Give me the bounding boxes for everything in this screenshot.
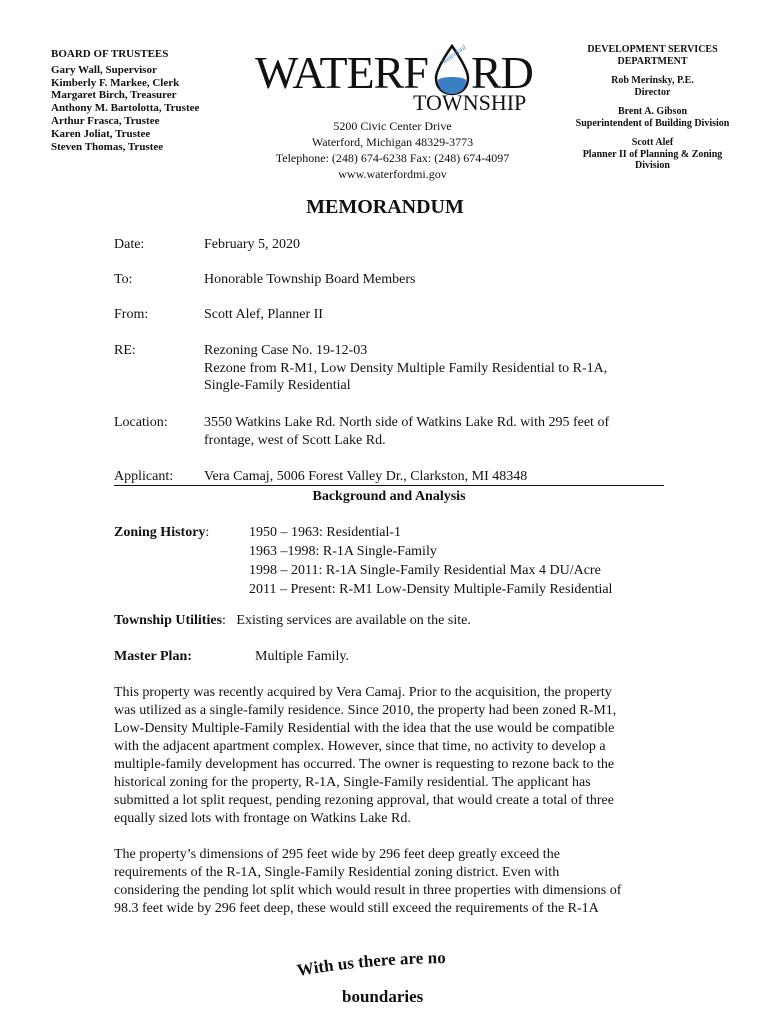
to-label: To: — [114, 272, 133, 287]
paragraph-line: This property was recently acquired by Vera Camaj. Prior to the acquisition, the property — [114, 685, 612, 700]
to-value: Honorable Township Board Members — [204, 272, 416, 287]
address-website[interactable]: www.waterfordmi.gov — [338, 167, 447, 181]
applicant-value: Vera Camaj, 5006 Forest Valley Dr., Clarkston, MI 48348 — [204, 469, 528, 484]
staff-role: Director — [634, 86, 671, 98]
date-value: February 5, 2020 — [204, 237, 301, 252]
zoning-history-item: 1950 – 1963: Residential-1 — [249, 525, 402, 540]
logo-word-waterf: WATERF — [255, 47, 428, 98]
date-label: Date: — [114, 237, 145, 252]
zoning-history-item: 1963 –1998: R-1A Single-Family — [249, 544, 437, 559]
trustee-name: Karen Joliat, Trustee — [51, 127, 151, 140]
water-drop-icon — [436, 43, 468, 94]
staff-role: Planner II of Planning & Zoning Division — [582, 148, 723, 171]
paragraph-line: Low-Density Multiple-Family Residential with the idea that the use would be compatible — [114, 721, 615, 736]
location-label: Location: — [114, 415, 168, 430]
staff-name: Rob Merinsky, P.E. — [611, 75, 694, 86]
location-value — [204, 414, 674, 449]
paragraph-line: historical zoning for the property, R-1A, Single-Family residential. The applicant has — [114, 775, 591, 790]
location-line: frontage, west of Scott Lake Rd. — [204, 432, 386, 448]
staff-name: Brent A. Gibson — [618, 106, 687, 117]
location-line: 3550 Watkins Lake Rd. North side of Watkins Lake Rd. with 295 feet of — [204, 415, 610, 430]
logo-word-rd: RD — [471, 47, 533, 98]
trustee-name: Arthur Frasca, Trustee — [51, 114, 160, 127]
paragraph-line: requirements of the R-1A, Single-Family Residential zoning district. Even with — [114, 865, 560, 880]
address-street: 5200 Civic Center Drive — [333, 119, 452, 133]
master-plan-label: Master Plan: — [114, 649, 192, 664]
staff-name: Scott Alef — [631, 137, 674, 148]
applicant-label: Applicant: — [114, 469, 174, 484]
township-utilities: Township Utilities: Existing services are available on the site. — [114, 613, 471, 628]
zoning-history-item: 2011 – Present: R-M1 Low-Density Multiple-Family Residential — [249, 582, 613, 597]
logo-word-township: TOWNSHIP — [413, 90, 527, 113]
staff-entry — [575, 106, 730, 129]
zoning-history-label: Zoning History: — [114, 525, 210, 540]
utilities-label: Township Utilities — [114, 613, 223, 628]
staff-entry — [575, 137, 730, 172]
memo-title: MEMORANDUM — [306, 196, 464, 218]
section-divider — [114, 485, 664, 486]
slogan-logo — [280, 950, 500, 1010]
zoning-history-list — [249, 523, 669, 599]
development-services — [575, 44, 730, 180]
trustee-name: Kimberly F. Markee, Clerk — [51, 76, 180, 89]
re-line: Rezone from R-M1, Low Density Multiple Family Residential to R-1A, — [204, 360, 608, 376]
utilities-value: Existing services are available on the site. — [236, 613, 471, 628]
township-address — [255, 118, 530, 182]
slogan-line-1: With us there are no — [295, 950, 446, 980]
trustee-name: Gary Wall, Supervisor — [51, 63, 157, 76]
trustee-name: Margaret Birch, Treasurer — [51, 89, 177, 102]
paragraph-line: was utilized as a single-family residence. Since 2010, the property had been zoned R-M1, — [114, 703, 617, 718]
from-value: Scott Alef, Planner II — [204, 307, 323, 322]
paragraph-line: multiple-family development has occurred. The owner is requesting to rezone back to the — [114, 757, 615, 772]
paragraph-line: with the adjacent apartment complex. However, since that time, no activity to develop a — [114, 739, 606, 754]
address-city: Waterford, Michigan 48329-3773 — [311, 135, 474, 149]
re-value — [204, 342, 674, 395]
paragraph-line: 98.3 feet wide by 296 feet deep, these would still exceed the requirements of the R-1A — [114, 901, 599, 916]
re-label: RE: — [114, 343, 136, 358]
section-heading: Background and Analysis — [312, 489, 466, 504]
staff-entry — [575, 75, 730, 98]
from-label: From: — [114, 307, 149, 322]
paragraph-line: equally sized lots with frontage on Watkins Lake Rd. — [114, 811, 411, 826]
logo-tagline: Waterford — [440, 43, 468, 66]
slogan-line-2: boundaries — [342, 987, 424, 1006]
address-phone: Telephone: (248) 674-6238 Fax: (248) 674-4097 — [275, 151, 510, 165]
paragraph-line: submitted a lot split request, pending rezoning approval, that would create a total of three — [114, 793, 614, 808]
re-line: Rezoning Case No. 19-12-03 — [204, 343, 368, 358]
trustee-name: Anthony M. Bartolotta, Trustee — [51, 102, 200, 115]
master-plan-value: Multiple Family. — [255, 649, 349, 664]
board-title: BOARD OF TRUSTEES — [51, 48, 169, 60]
waterford-township-logo — [245, 38, 535, 113]
analysis-paragraph-2 — [114, 846, 662, 918]
analysis-paragraph-1 — [114, 684, 662, 828]
board-of-trustees — [51, 48, 199, 153]
trustee-name: Steven Thomas, Trustee — [51, 140, 164, 153]
paragraph-line: The property’s dimensions of 295 feet wide by 296 feet deep greatly exceed the — [114, 847, 560, 862]
zoning-history-item: 1998 – 2011: R-1A Single-Family Residential Max 4 DU/Acre — [249, 563, 601, 578]
re-line: Single-Family Residential — [204, 378, 351, 393]
staff-role: Superintendent of Building Division — [575, 117, 730, 129]
dev-services-title: DEVELOPMENT SERVICES DEPARTMENT — [587, 44, 718, 67]
paragraph-line: considering the pending lot split which would result in three properties with dimensions of — [114, 883, 622, 898]
